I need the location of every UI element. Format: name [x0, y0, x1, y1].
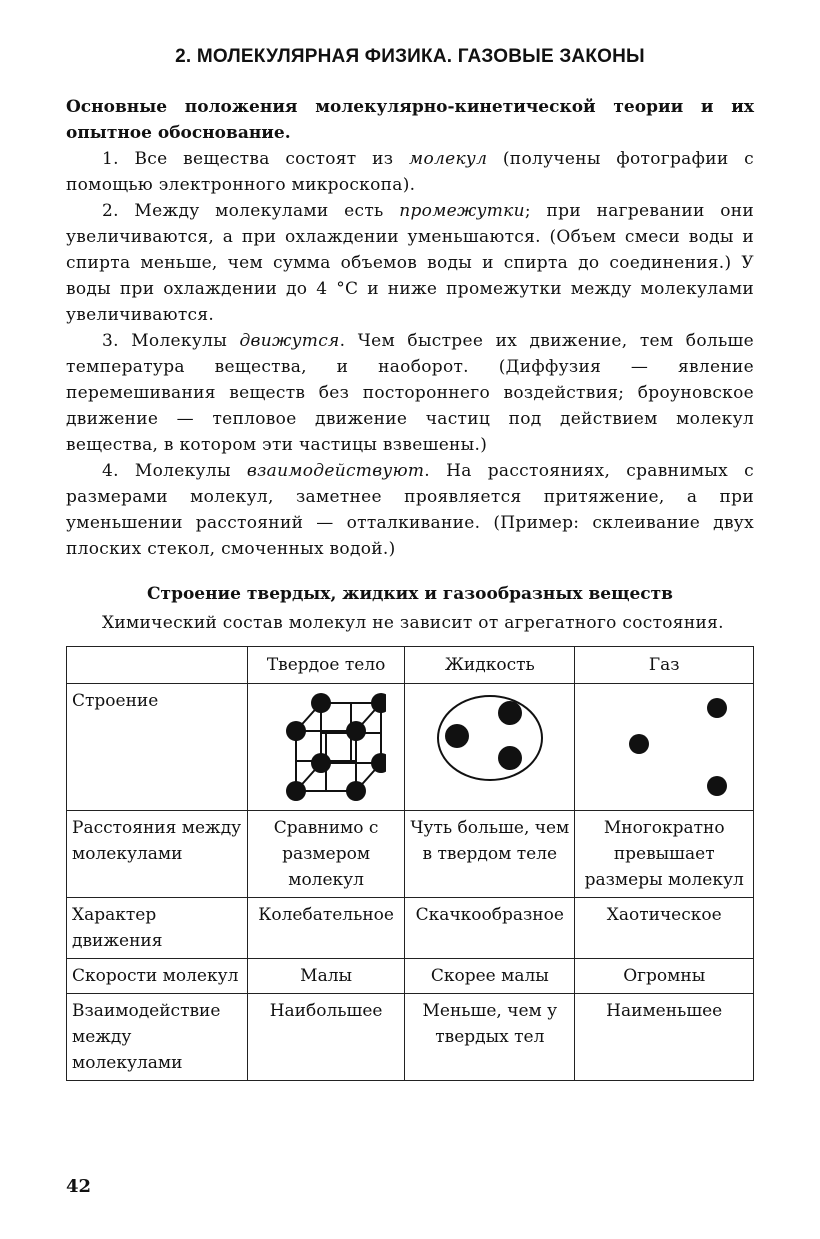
table-header-row	[67, 647, 754, 684]
point-3: 3. Молекулы движутся. Чем быстрее их движение, тем больше температура вещества, и наоборот. (Диффузия — явление перемешивания веществ без постороннего воздействия; броуновское движение — тепловое движение частиц под действием молекул вещества, в котором эти частицы взвешены.)	[66, 331, 754, 455]
solid-lattice-diagram	[266, 688, 386, 806]
table-row	[67, 898, 754, 959]
row-label: Взаимодействие между молекулами	[67, 994, 248, 1081]
gas-molecules-diagram	[589, 688, 739, 806]
table-row	[67, 811, 754, 898]
liquid-value: Скорее малы	[405, 959, 575, 994]
liquid-droplet-diagram	[435, 688, 545, 788]
solid-value: Наибольшее	[248, 994, 405, 1081]
gas-value: Многократно превышает размеры молекул	[575, 811, 754, 898]
solid-value: Сравнимо с размером молекул	[248, 811, 405, 898]
gas-diagram-cell	[575, 684, 754, 811]
solid-value: Малы	[248, 959, 405, 994]
table-row	[67, 994, 754, 1081]
gas-value: Хаотическое	[575, 898, 754, 959]
header-liquid: Жидкость	[405, 647, 575, 684]
header-empty	[67, 647, 248, 684]
header-gas: Газ	[575, 647, 754, 684]
liquid-value: Скачкообразное	[405, 898, 575, 959]
structure-label: Строение	[67, 684, 248, 811]
liquid-value: Меньше, чем у твердых тел	[405, 994, 575, 1081]
states-table	[66, 646, 754, 1081]
page-number: 42	[66, 1176, 92, 1197]
gas-value: Огромны	[575, 959, 754, 994]
solid-diagram-cell	[248, 684, 405, 811]
point-1: 1. Все вещества состоят из молекул (получены фотографии с помощью электронного микроскопа).	[66, 149, 754, 195]
point-2: 2. Между молекулами есть промежутки; при нагревании они увеличиваются, а при охлаждении уменьшаются. (Объем смеси воды и спирта меньше, чем сумма объемов воды и спирта до соединения.) У воды при охлаждении до 4 °С и ниже промежутки между молекулами увеличиваются.	[66, 201, 754, 325]
chapter-title: 2. МОЛЕКУЛЯРНАЯ ФИЗИКА. ГАЗОВЫЕ ЗАКОНЫ	[175, 46, 645, 67]
row-label: Скорости молекул	[67, 959, 248, 994]
page-body	[66, 46, 754, 1081]
row-label: Расстояния между молекулами	[67, 811, 248, 898]
gas-value: Наименьшее	[575, 994, 754, 1081]
solid-value: Колебательное	[248, 898, 405, 959]
liquid-diagram-cell	[405, 684, 575, 811]
header-solid: Твердое тело	[248, 647, 405, 684]
intro-heading: Основные положения молекулярно-кинетической теории и их опытное обоснование.	[66, 97, 754, 143]
section-text: Химический состав молекул не зависит от агрегатного состояния.	[102, 613, 724, 633]
table-row	[67, 959, 754, 994]
section-heading: Строение твердых, жидких и газообразных веществ	[147, 584, 673, 604]
row-label: Характер движения	[67, 898, 248, 959]
liquid-value: Чуть больше, чем в твердом теле	[405, 811, 575, 898]
table-row-structure	[67, 684, 754, 811]
point-4: 4. Молекулы взаимодействуют. На расстояниях, сравнимых с размерами молекул, заметнее проявляется притяжение, а при уменьшении расстояний — отталкивание. (Пример: склеивание двух плоских стекол, смоченных водой.)	[66, 461, 754, 559]
